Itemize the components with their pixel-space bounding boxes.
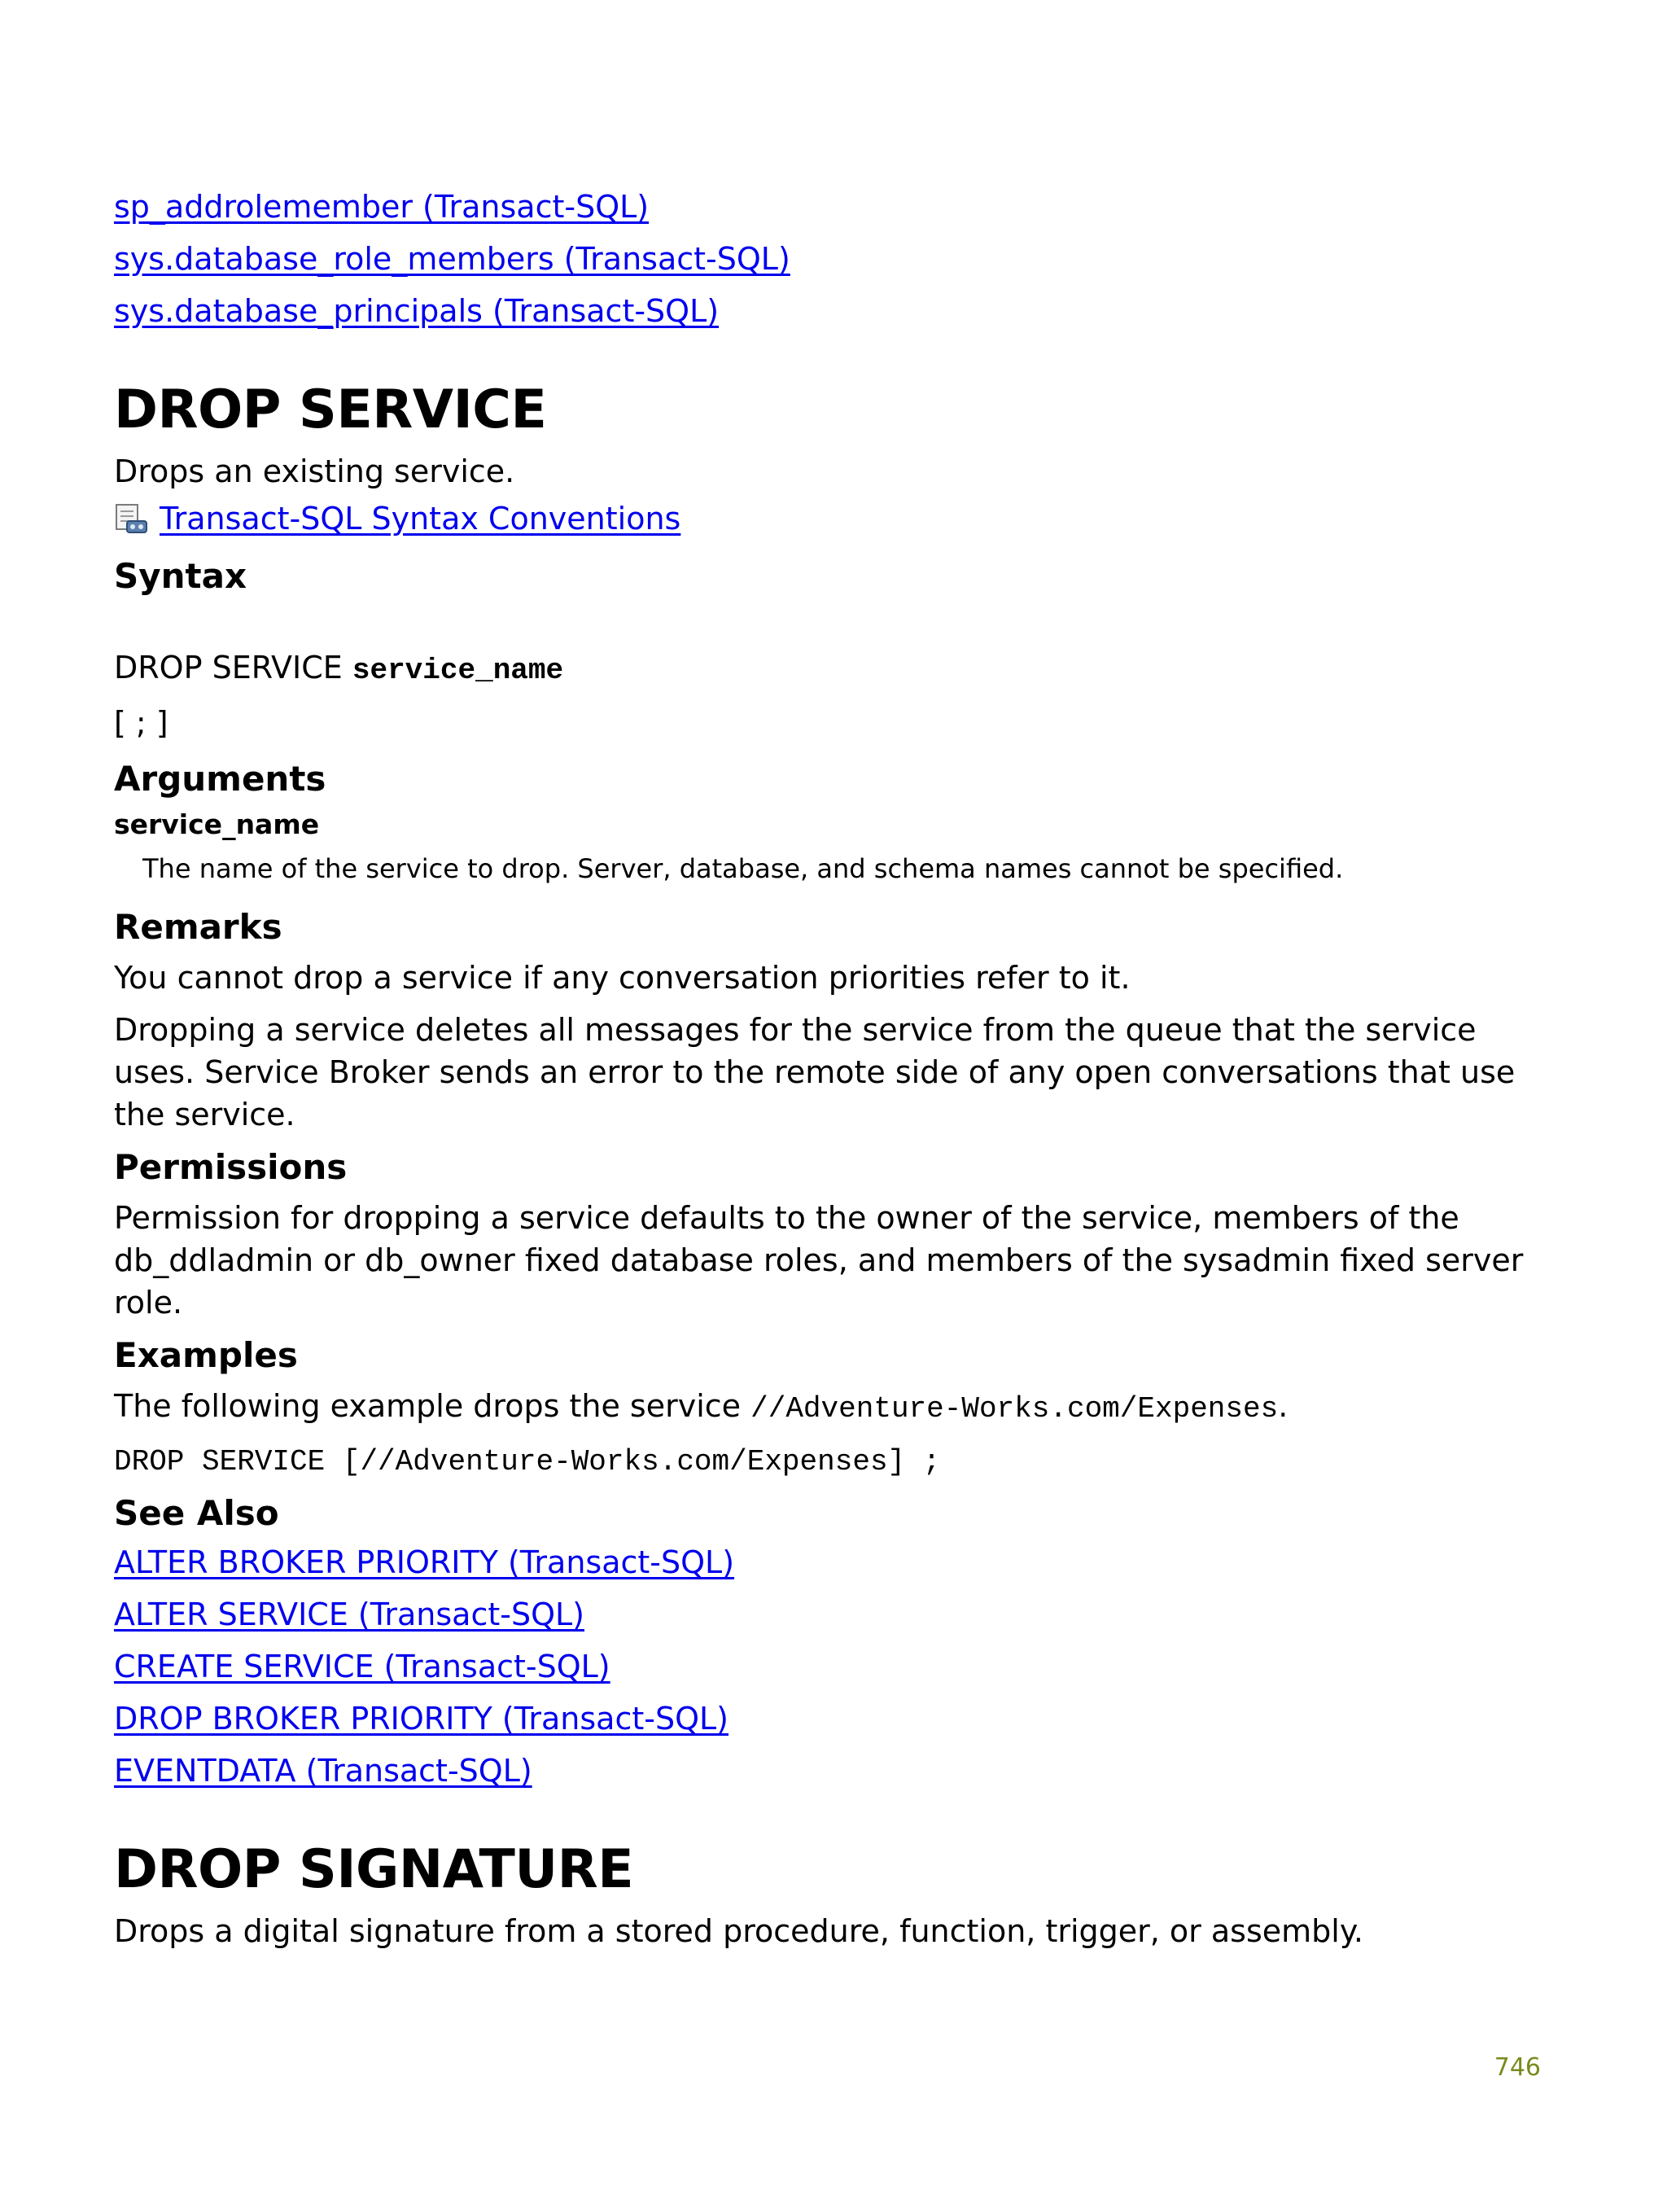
link-sp-addrolemember[interactable]: sp_addrolemember (Transact-SQL) xyxy=(114,189,650,225)
document-page xyxy=(114,181,1563,1952)
see-also-links xyxy=(114,1536,1563,1797)
link-drop-broker-priority[interactable]: DROP BROKER PRIORITY (Transact-SQL) xyxy=(114,1701,728,1737)
examples-period: . xyxy=(1278,1388,1289,1424)
argument-description: The name of the service to drop. Server, database, and schema names cannot be specified. xyxy=(142,853,1344,884)
syntax-conventions-row xyxy=(114,493,1563,545)
link-alter-broker-priority[interactable]: ALTER BROKER PRIORITY (Transact-SQL) xyxy=(114,1544,735,1580)
link-sys-database-role-members[interactable]: sys.database_role_members (Transact-SQL) xyxy=(114,241,790,277)
examples-intro xyxy=(114,1385,1563,1430)
syntax-heading: Syntax xyxy=(114,556,247,596)
link-create-service[interactable]: CREATE SERVICE (Transact-SQL) xyxy=(114,1649,610,1684)
page-number: 746 xyxy=(1494,2053,1541,2082)
remarks-paragraph-2: Dropping a service deletes all messages for the service from the queue that the service uses. Service Broker sends an error to the remote side of any open conversations that use the service. xyxy=(114,1012,1516,1132)
argument-term: service_name xyxy=(114,808,320,840)
examples-intro-text: The following example drops the service xyxy=(114,1388,751,1424)
related-links xyxy=(114,181,1563,337)
syntax-keyword: DROP SERVICE xyxy=(114,650,352,686)
drop-service-summary: Drops an existing service. xyxy=(114,453,515,489)
remarks-heading: Remarks xyxy=(114,907,282,947)
drop-signature-title: DROP SIGNATURE xyxy=(114,1839,634,1900)
syntax-conventions-icon xyxy=(114,502,148,536)
syntax-terminator: [ ; ] xyxy=(114,705,168,741)
example-code: DROP SERVICE [//Adventure-Works.com/Expenses] ; xyxy=(114,1445,941,1478)
syntax-statement xyxy=(114,642,1563,697)
drop-signature-summary: Drops a digital signature from a stored procedure, function, trigger, or assembly. xyxy=(114,1913,1363,1949)
examples-heading: Examples xyxy=(114,1335,298,1375)
permissions-paragraph: Permission for dropping a service defaults to the owner of the service, members of the db_ddladmin or db_owner fixed database roles, and members of the sysadmin fixed server role. xyxy=(114,1200,1524,1321)
see-also-heading: See Also xyxy=(114,1493,279,1533)
link-alter-service[interactable]: ALTER SERVICE (Transact-SQL) xyxy=(114,1597,584,1632)
link-eventdata[interactable]: EVENTDATA (Transact-SQL) xyxy=(114,1753,532,1789)
arguments-heading: Arguments xyxy=(114,759,326,799)
examples-service-name: //Adventure-Works.com/Expenses xyxy=(750,1392,1279,1426)
permissions-heading: Permissions xyxy=(114,1147,348,1187)
drop-service-title: DROP SERVICE xyxy=(114,379,547,440)
syntax-conventions-link[interactable]: Transact-SQL Syntax Conventions xyxy=(160,501,681,537)
syntax-argument: service_name xyxy=(352,654,564,687)
link-sys-database-principals[interactable]: sys.database_principals (Transact-SQL) xyxy=(114,293,720,329)
remarks-paragraph-1: You cannot drop a service if any conversation priorities refer to it. xyxy=(114,960,1131,996)
